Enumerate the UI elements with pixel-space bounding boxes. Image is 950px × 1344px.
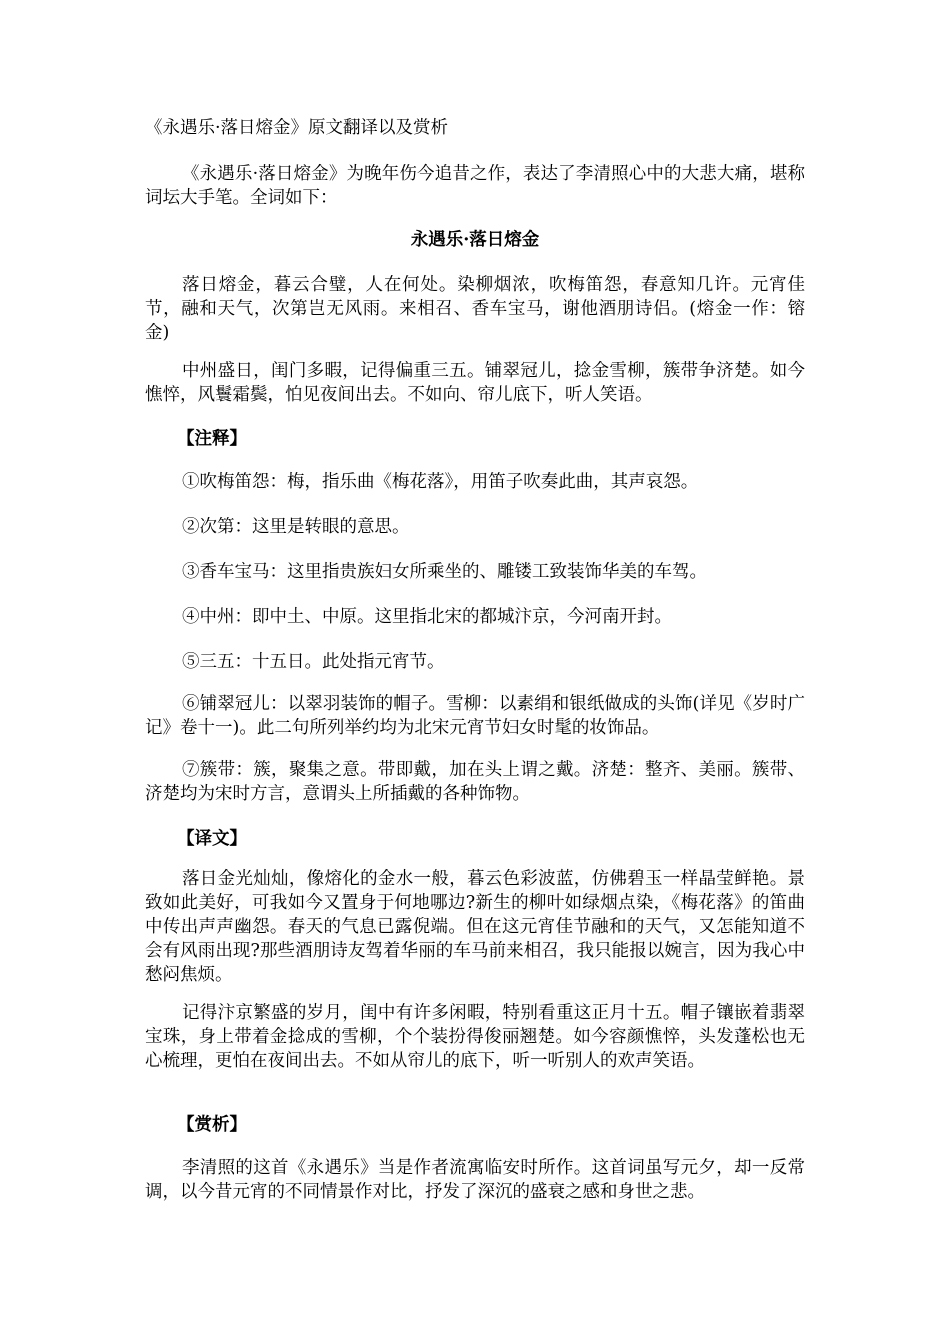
note-item-5: ⑤三五：十五日。此处指元宵节。 <box>182 652 445 672</box>
note-item-6: ⑥铺翠冠儿：以翠羽装饰的帽子。雪柳：以素绢和银纸做成的头饰(详见《岁时广记》卷十一)。此二句所列举约均为北宋元宵节妇女时髦的妆饰品。 <box>145 694 805 738</box>
poem-stanza-2: 中州盛日，闺门多暇，记得偏重三五。铺翠冠儿，捻金雪柳，簇带争济楚。如今憔悴，风鬟霜鬓，怕见夜间出去。不如向、帘儿底下，听人笑语。 <box>145 361 805 405</box>
note-item-1: ①吹梅笛怨：梅，指乐曲《梅花落》，用笛子吹奏此曲，其声哀怨。 <box>182 472 699 492</box>
translation-paragraph-1: 落日金光灿灿，像熔化的金水一般，暮云色彩波蓝，仿佛碧玉一样晶莹鲜艳。景致如此美好，可我如今又置身于何地哪边?新生的柳叶如绿烟点染，《梅花落》的笛曲中传出声声幽怨。春天的气息已露倪端。但在这元宵佳节融和的天气，又怎能知道不会有风雨出现?那些酒朋诗友驾着华丽的车马前来相召，我只能报以婉言，因为我心中愁闷焦烦。 <box>145 869 805 985</box>
notes-heading: 【注释】 <box>177 429 247 449</box>
poem-stanza-1: 落日熔金，暮云合璧，人在何处。染柳烟浓，吹梅笛怨，春意知几许。元宵佳节，融和天气，次第岂无风雨。来相召、香车宝马，谢他酒朋诗侣。(熔金一作：镕金) <box>145 275 805 343</box>
note-item-4: ④中州：即中土、中原。这里指北宋的都城汴京，今河南开封。 <box>182 607 672 627</box>
translation-heading: 【译文】 <box>177 829 247 849</box>
poem-title: 永遇乐·落日熔金 <box>410 230 540 250</box>
translation-paragraph-2: 记得汴京繁盛的岁月，闺中有许多闲暇，特别看重这正月十五。帽子镶嵌着翡翠宝珠，身上带着金捻成的雪柳，个个装扮得俊丽翘楚。如今容颜憔悴，头发蓬松也无心梳理，更怕在夜间出去。不如从帘儿的底下，听一听别人的欢声笑语。 <box>145 1003 805 1071</box>
note-item-3: ③香车宝马：这里指贵族妇女所乘坐的、雕镂工致装饰华美的车驾。 <box>182 562 707 582</box>
note-item-2: ②次第：这里是转眼的意思。 <box>182 517 410 537</box>
intro-paragraph: 《永遇乐·落日熔金》为晚年伤今追昔之作，表达了李清照心中的大悲大痛，堪称词坛大手笔。全词如下： <box>145 164 805 208</box>
note-item-7: ⑦簇带：簇，聚集之意。带即戴，加在头上谓之戴。济楚：整齐、美丽。簇带、济楚均为宋时方言，意谓头上所插戴的各种饰物。 <box>145 760 805 804</box>
document-title: 《永遇乐·落日熔金》原文翻译以及赏析 <box>145 118 449 138</box>
appreciation-heading: 【赏析】 <box>177 1115 247 1135</box>
appreciation-paragraph-1: 李清照的这首《永遇乐》当是作者流寓临安时所作。这首词虽写元夕，却一反常调，以今昔元宵的不同情景作对比，抒发了深沉的盛衰之感和身世之悲。 <box>145 1158 805 1202</box>
